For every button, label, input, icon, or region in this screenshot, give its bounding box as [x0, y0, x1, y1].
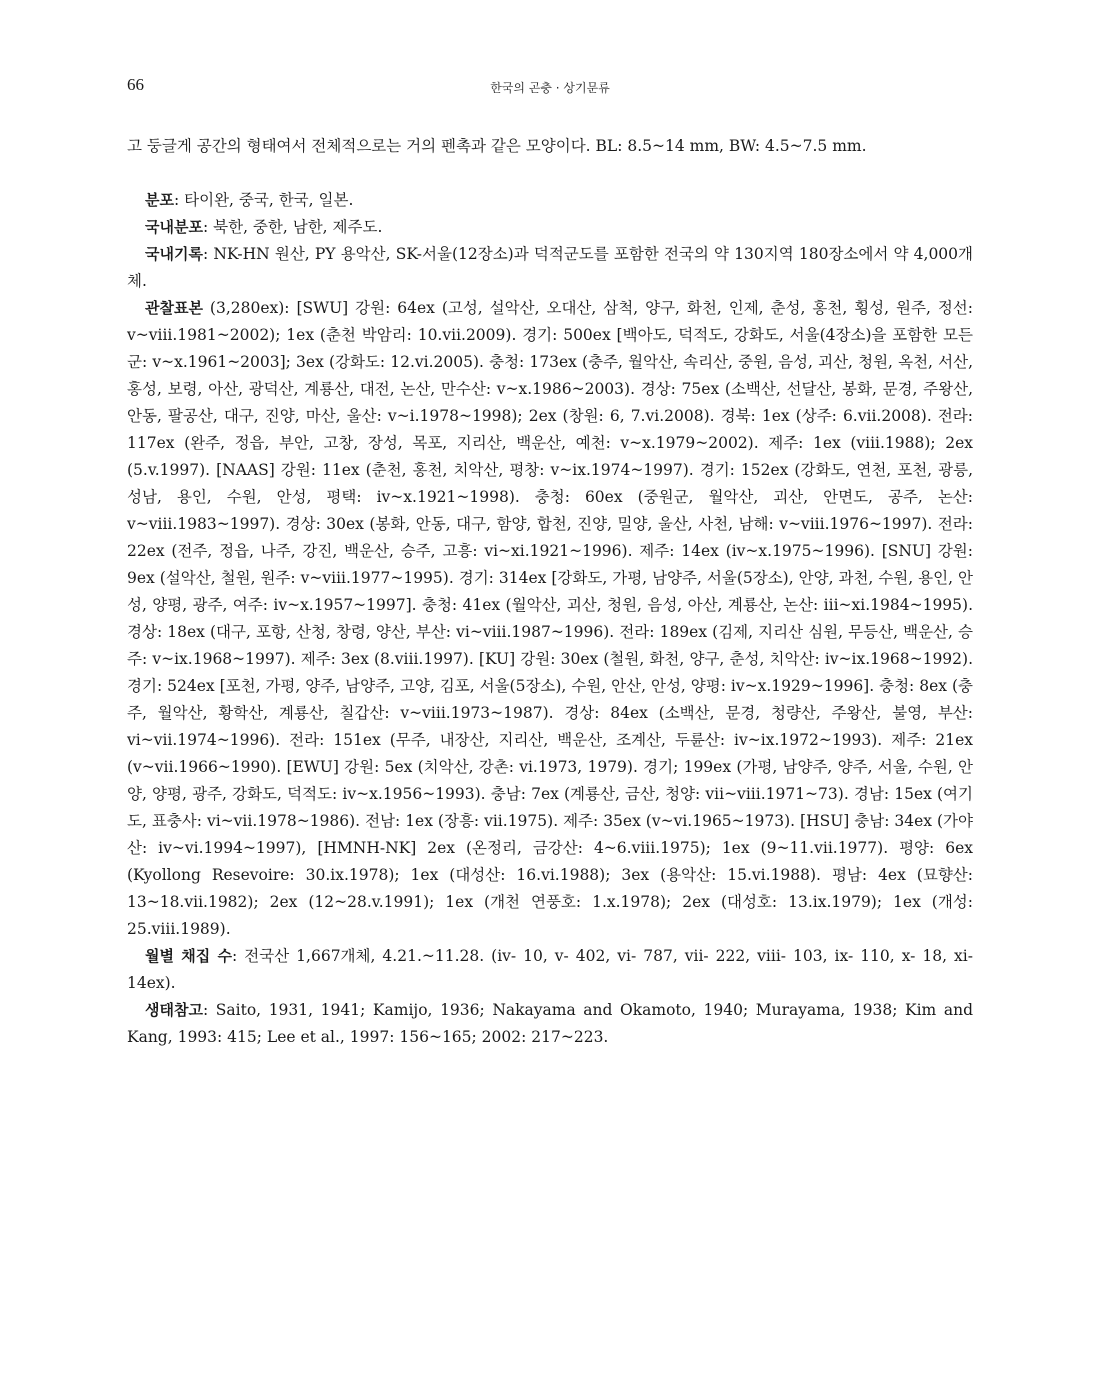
- page-number: 66: [127, 75, 144, 94]
- distribution-paragraph: [127, 187, 973, 214]
- specimens-text: (3,280ex): [SWU] 강원: 64ex (고성, 설악산, 오대산, 삼척, 양구, 화천, 인제, 춘성, 홍천, 횡성, 원주, 정선: v~viii.1981~2002); 1ex (춘천 박암리: 10.vii.2009). 경기: 500ex [백아도, 덕적도, 강화도, 서울(4장소)을 포함한 모든 군: v~x.1961~2003]; 3ex (강화도: 12.vi.2005). 충청: 173ex (충주, 월악산, 속리산, 중원, 음성, 괴산, 청원, 옥천, 서산, 홍성, 보령, 아산, 광덕산, 계룡산, 대전, 논산, 만수산: v~x.1986~2003). 경상: 75ex (소백산, 선달산, 봉화, 문경, 주왕산, 안동, 팔공산, 대구, 진양, 마산, 울산: v~i.1978~1998); 2ex (창원: 6, 7.vi.2008). 경북: 1ex (상주: 6.vii.2008). 전라: 117ex (완주, 정읍, 부안, 고창, 장성, 목포, 지리산, 백운산, 예천: v~x.1979~2002). 제주: 1ex (viii.1988); 2ex (5.v.1997). [NAAS] 강원: 11ex (춘천, 홍천, 치악산, 평창: v~ix.1974~1997). 경기: 152ex (강화도, 연천, 포천, 광릉, 성남, 용인, 수원, 안성, 평택: iv~x.1921~1998). 충청: 60ex (중원군, 월악산, 괴산, 안면도, 공주, 논산: v~viii.1983~1997). 경상: 30ex (봉화, 안동, 대구, 함양, 합천, 진양, 밀양, 울산, 사천, 남해: v~viii.1976~1997). 전라: 22ex (전주, 정읍, 나주, 강진, 백운산, 승주, 고흥: vi~xi.1921~1996). 제주: 14ex (iv~x.1975~1996). [SNU] 강원: 9ex (설악산, 철원, 원주: v~viii.1977~1995). 경기: 314ex [강화도, 가평, 남양주, 서울(5장소), 안양, 과천, 수원, 용인, 안성, 양평, 광주, 여주: iv~x.1957~1997]. 충청: 41ex (월악산, 괴산, 청원, 음성, 아산, 계룡산, 논산: iii~xi.1984~1995). 경상: 18ex (대구, 포항, 산청, 창령, 양산, 부산: vi~viii.1987~1996). 전라: 189ex (김제, 지리산 심원, 무등산, 백운산, 승주: v~ix.1968~1997). 제주: 3ex (8.viii.1997). [KU] 강원: 30ex (철원, 화천, 양구, 춘성, 치악산: iv~ix.1968~1992). 경기: 524ex [포천, 가평, 양주, 남양주, 고양, 김포, 서울(5장소), 수원, 안산, 안성, 양평: iv~x.1929~1996]. 충청: 8ex (충주, 월악산, 황학산, 계룡산, 칠갑산: v~viii.1973~1987). 경상: 84ex (소백산, 문경, 청량산, 주왕산, 불영, 부산: vi~vii.1974~1996). 전라: 151ex (무주, 내장산, 지리산, 백운산, 조계산, 두륜산: iv~ix.1972~1993). 제주: 21ex (v~vii.1966~1990). [EWU] 강원: 5ex (치악산, 강촌: vi.1973, 1979). 경기; 199ex (가평, 남양주, 양주, 서울, 수원, 안양, 양평, 광주, 강화도, 덕적도: iv~x.1956~1993). 충남: 7ex (계룡산, 금산, 청양: vii~viii.1971~73). 경남: 15ex (여기도, 표충사: vi~vii.1978~1986). 전남: 1ex (장흥: vii.1975). 제주: 35ex (v~vi.1965~1973). [HSU] 충남: 34ex (가야산: iv~vi.1994~1997), [HMNH-NK] 2ex (온정리, 금강산: 4~6.viii.1975); 1ex (9~11.vii.1977). 평양: 6ex (Kyollong Resevoire: 30.ix.1978); 1ex (대성산: 16.vi.1988); 3ex (용악산: 15.vi.1988). 평남: 4ex (묘향산: 13~18.vii.1982); 2ex (12~28.v.1991); 1ex (개천 연풍호: 1.x.1978); 2ex (대성호: 13.ix.1979); 1ex (개성: 25.viii.1989).: [127, 299, 973, 938]
- domestic-distribution-paragraph: [127, 214, 973, 241]
- monthly-collection-text: : 전국산 1,667개체, 4.21.~11.28. (iv- 10, v- 402, vi- 787, vii- 222, viii- 103, ix- 110, x- 18, xi- 14ex).: [127, 947, 973, 992]
- monthly-collection-label: 월별 채집 수: [145, 947, 233, 965]
- domestic-records-label: 국내기록: [145, 245, 203, 263]
- distribution-text: : 타이완, 중국, 한국, 일본.: [173, 191, 354, 209]
- body-text: [127, 133, 973, 1051]
- monthly-collection-paragraph: [127, 943, 973, 997]
- ecology-refs-paragraph: [127, 997, 973, 1051]
- intro-paragraph: 고 둥글게 공간의 형태여서 전체적으로는 거의 펜촉과 같은 모양이다. BL: 8.5~14 mm, BW: 4.5~7.5 mm.: [127, 137, 867, 155]
- domestic-distribution-text: : 북한, 중한, 남한, 제주도.: [202, 218, 383, 236]
- distribution-label: 분포: [145, 191, 174, 209]
- ecology-refs-text: : Saito, 1931, 1941; Kamijo, 1936; Nakayama and Okamoto, 1940; Murayama, 1938; Kim and Kang, 1993: 415; Lee et al., 1997: 156~165; 2002: 217~223.: [127, 1001, 973, 1046]
- ecology-refs-label: 생태참고: [145, 1001, 203, 1019]
- specimens-label: 관찰표본: [145, 299, 203, 317]
- running-head: 한국의 곤충 · 상기문류: [490, 81, 610, 95]
- specimens-paragraph: [127, 295, 973, 943]
- domestic-distribution-label: 국내분포: [145, 218, 203, 236]
- domestic-records-paragraph: [127, 241, 973, 295]
- domestic-records-text: : NK-HN 원산, PY 용악산, SK-서울(12장소)과 덕적군도를 포함한 전국의 약 130지역 180장소에서 약 4,000개체.: [127, 245, 973, 290]
